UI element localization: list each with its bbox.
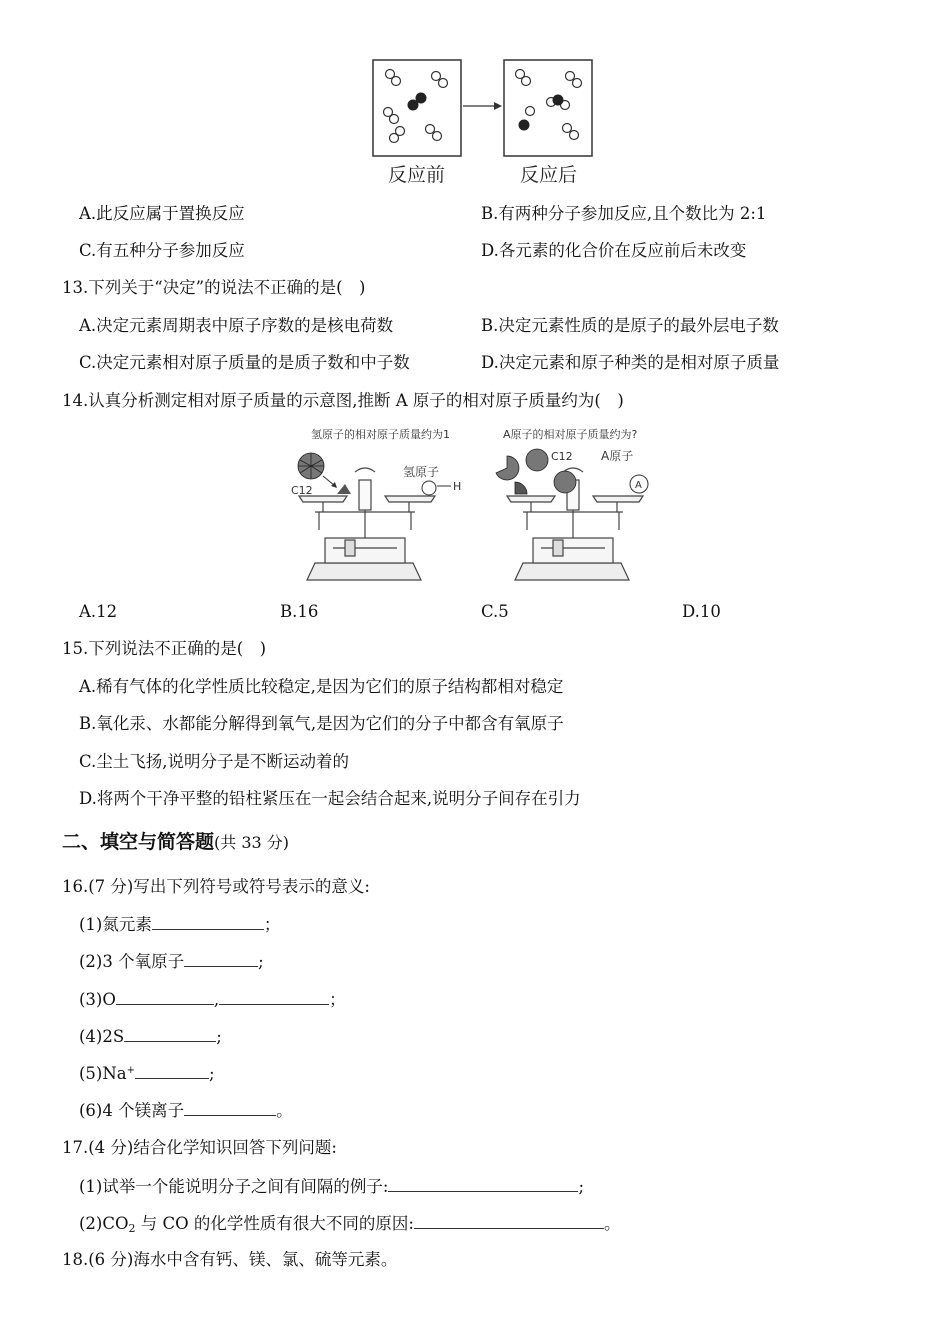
q16-item-2: (2)3 个氧原子 ;	[79, 952, 264, 971]
hydrogen-atom	[422, 481, 436, 495]
q16-blank-3a[interactable]	[116, 988, 214, 1005]
left-c12-slice	[337, 484, 351, 494]
q17-stem: 17.(4 分)结合化学知识回答下列问题:	[62, 1138, 337, 1157]
q15-option-b: B.氧化汞、水都能分解得到氧气,是因为它们的分子中都含有氧原子	[79, 714, 564, 733]
q16-item-1: (1)氮元素 ；	[79, 915, 281, 934]
q16-blank-5[interactable]	[135, 1062, 209, 1079]
q15-option-c: C.尘土飞扬,说明分子是不断运动着的	[79, 752, 350, 771]
section-2-title: 二、填空与简答题	[62, 831, 215, 853]
right-c12-label: C12	[551, 450, 573, 463]
q13-stem: 13.下列关于“决定”的说法不正确的是( )	[62, 278, 366, 297]
q13-option-b: B.决定元素性质的是原子的最外层电子数	[481, 316, 779, 335]
q16-item-5: (5)Na+ ;	[79, 1064, 215, 1083]
q16-item-6: (6)4 个镁离子 。	[79, 1101, 293, 1120]
q16-blank-6[interactable]	[184, 1099, 276, 1116]
q14-option-b: B.16	[280, 602, 319, 621]
balance-diagram	[285, 420, 642, 590]
after-label: 反应后	[520, 164, 578, 186]
section-2-points: (共 33 分)	[214, 833, 290, 852]
q15-option-a: A.稀有气体的化学性质比较稳定,是因为它们的原子结构都相对稳定	[79, 677, 564, 696]
before-label: 反应前	[388, 164, 446, 186]
q14-option-d: D.10	[682, 602, 721, 621]
hydrogen-symbol: H	[453, 480, 462, 493]
q16-blank-2[interactable]	[184, 950, 258, 967]
left-balance	[299, 468, 435, 580]
q18-stem: 18.(6 分)海水中含有钙、镁、氯、硫等元素。	[62, 1250, 398, 1269]
q16-blank-1[interactable]	[152, 913, 264, 930]
q14-option-c: C.5	[481, 602, 509, 621]
section-2-heading	[62, 829, 289, 856]
q14-option-a: A.12	[79, 602, 118, 621]
q17-blank-2[interactable]	[414, 1212, 604, 1229]
right-balance-title: A原子的相对原子质量约为?	[503, 428, 638, 441]
left-c12-label: C12	[291, 484, 313, 497]
q13-option-d: D.决定元素和原子种类的是相对原子质量	[481, 353, 780, 372]
q13-option-c: C.决定元素相对原子质量的是质子数和中子数	[79, 353, 410, 372]
reaction-diagram	[360, 52, 620, 160]
a-atom-label: A原子	[601, 449, 634, 463]
q16-item-4: (4)2S ;	[79, 1027, 222, 1046]
q12-option-d: D.各元素的化合价在反应前后未改变	[481, 241, 747, 260]
reaction-figure	[360, 52, 620, 192]
q13-option-a: A.决定元素周期表中原子序数的是核电荷数	[79, 316, 394, 335]
q16-blank-4[interactable]	[124, 1025, 216, 1042]
balance-figure	[285, 420, 642, 590]
q15-stem: 15.下列说法不正确的是( )	[62, 639, 267, 658]
q17-item-2: $(2)CO_2$ 与 CO 的化学性质有很大不同的原因: 。	[79, 1214, 621, 1235]
q14-stem: 14.认真分析测定相对原子质量的示意图,推断 A 原子的相对原子质量约为( )	[62, 391, 624, 410]
left-c12-pie	[298, 453, 324, 479]
q12-option-c: C.有五种分子参加反应	[79, 241, 245, 260]
q17-blank-1[interactable]	[388, 1175, 578, 1192]
q12-option-b: B.有两种分子参加反应,且个数比为 2:1	[481, 204, 767, 223]
a-atom-symbol: A	[635, 480, 642, 491]
q16-blank-3b[interactable]	[219, 988, 329, 1005]
q15-option-d: D.将两个干净平整的铅柱紧压在一起会结合起来,说明分子间存在引力	[79, 789, 581, 808]
q16-item-3: (3)O , ；	[79, 990, 346, 1009]
q16-stem: 16.(7 分)写出下列符号或符号表示的意义:	[62, 877, 370, 896]
hydrogen-atom-label: 氢原子	[403, 465, 440, 479]
before-dark-molecule	[408, 93, 426, 110]
q17-item-1: (1)试举一个能说明分子之间有间隔的例子: ;	[79, 1177, 584, 1196]
left-balance-title: 氢原子的相对原子质量约为1	[311, 428, 450, 441]
q12-option-a: A.此反应属于置换反应	[79, 204, 245, 223]
